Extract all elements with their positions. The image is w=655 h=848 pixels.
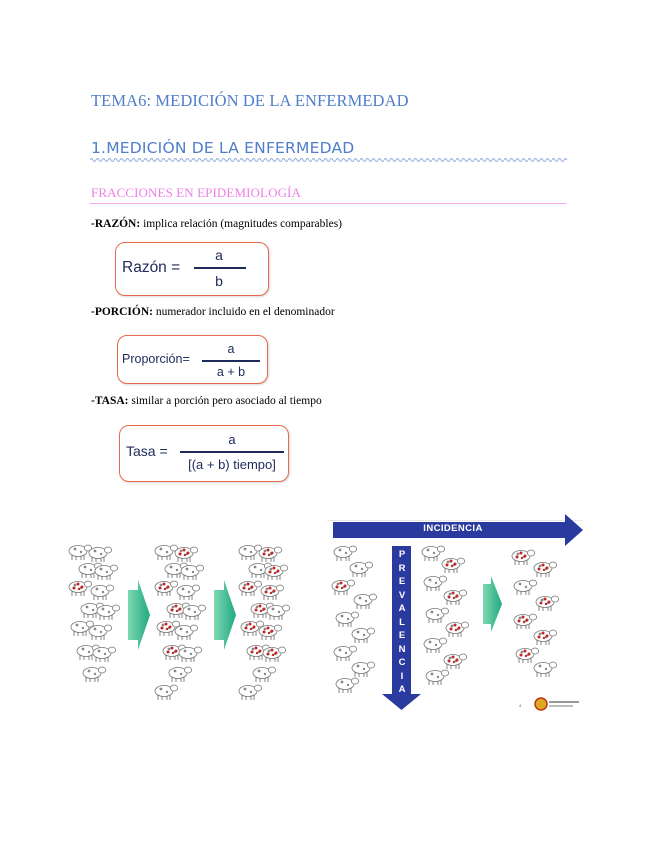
cow-icon (181, 565, 204, 580)
page-title: TEMA6: MEDICIÓN DE LA ENFERMEDAD (91, 91, 409, 110)
incidence-prevalence-illustration (327, 512, 585, 717)
definition-porcion (91, 306, 335, 318)
fraction-bar (194, 267, 246, 269)
sick-cow-icon (263, 647, 286, 662)
formula-razon (115, 242, 269, 296)
subsection-heading: FRACCIONES EN EPIDEMIOLOGÍA (91, 185, 301, 200)
sick-cow-icon (155, 581, 178, 596)
sick-cow-icon (259, 625, 282, 640)
formula-denominator: b (215, 273, 223, 289)
cow-icon (183, 605, 206, 620)
cow-icon (239, 685, 262, 700)
cow-icon (93, 647, 116, 662)
cow-icon (175, 625, 198, 640)
definition-text: numerador incluido en el denominador (152, 306, 335, 318)
section-heading: 1.MEDICIÓN DE LA ENFERMEDAD (91, 139, 355, 157)
herd-progression-illustration (66, 535, 321, 710)
cow-icon (239, 545, 262, 560)
cow-icon (91, 585, 114, 600)
sick-cow-icon (175, 547, 198, 562)
prevalence-label: P R E V A L E N C I A (398, 549, 406, 695)
cow-icon (177, 585, 200, 600)
subsection-rule (90, 203, 566, 204)
formula-label: Proporción= (122, 352, 190, 366)
cow-icon (97, 605, 120, 620)
wavy-underline (90, 157, 568, 163)
cow-icon (155, 545, 178, 560)
sick-cow-icon (261, 585, 284, 600)
formula-numerator: a (227, 342, 235, 356)
green-arrow-2 (214, 580, 236, 650)
definition-tasa (91, 395, 322, 407)
formula-numerator: a (228, 432, 236, 447)
formula-denominator: a + b (216, 365, 246, 379)
sick-cow-icon (69, 581, 92, 596)
definition-term: -TASA: (91, 395, 129, 407)
sick-cow-icon (259, 547, 282, 562)
sick-cow-icon (265, 565, 288, 580)
definition-text: implica relación (magnitudes comparables) (140, 218, 343, 230)
definition-term: -PORCIÓN: (91, 306, 153, 318)
university-logo-text (549, 701, 579, 703)
definition-text: similar a porción pero asociado al tiempo (128, 395, 322, 407)
university-seal-icon (535, 698, 547, 710)
formula-tasa (119, 425, 289, 482)
definition-razon (91, 218, 342, 230)
cow-icon (89, 625, 112, 640)
formula-proporcion (117, 335, 268, 384)
cow-icon (69, 545, 92, 560)
fraction-bar (202, 360, 260, 362)
cow-icon (83, 667, 106, 682)
page-number-mark: 4 (519, 703, 522, 708)
sick-cow-icon (239, 581, 262, 596)
green-arrow-1 (128, 580, 150, 650)
definition-term: -RAZÓN: (91, 218, 141, 230)
incidence-label: INCIDENCIA (423, 523, 483, 534)
fraction-bar (180, 451, 284, 453)
formula-denominator: [(a + b) tiempo] (188, 457, 276, 472)
formula-label: Tasa = (126, 443, 168, 459)
cow-icon (253, 667, 276, 682)
cow-icon (179, 647, 202, 662)
cow-icon (169, 667, 192, 682)
cow-icon (267, 605, 290, 620)
cow-icon (89, 547, 112, 562)
cow-icon (95, 565, 118, 580)
cow-icon (155, 685, 178, 700)
formula-numerator: a (215, 247, 223, 263)
formula-label: Razón = (122, 259, 181, 276)
